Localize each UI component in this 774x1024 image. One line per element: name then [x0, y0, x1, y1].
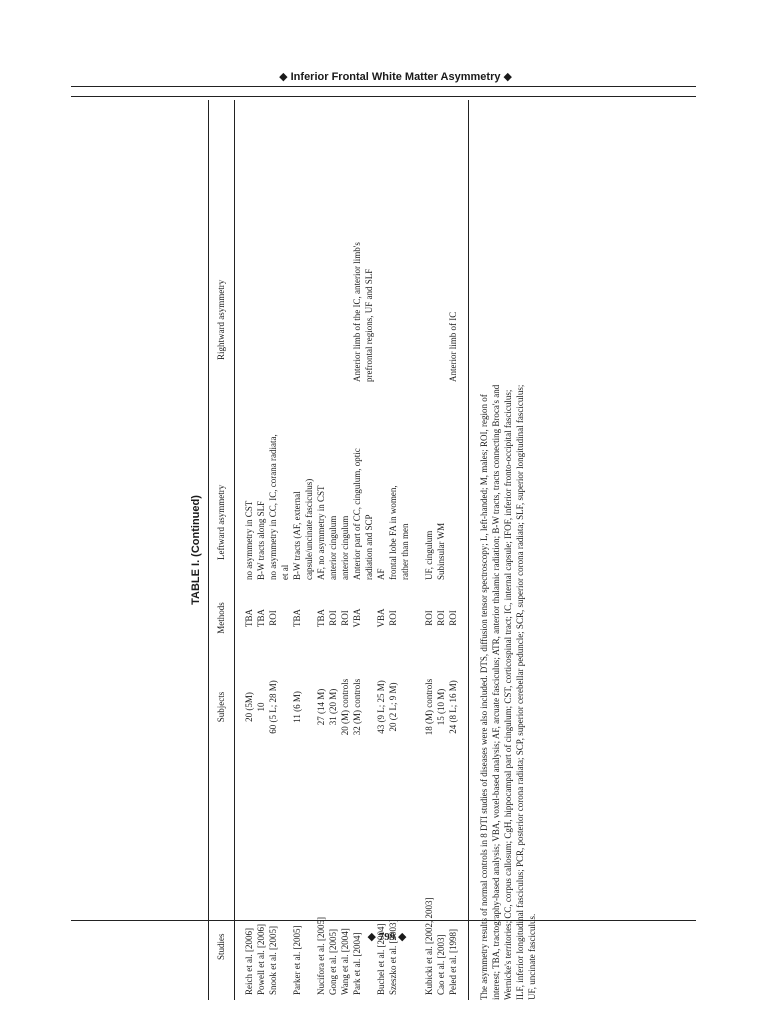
cell-subjects: 11 (6 M) [292, 691, 302, 723]
cell-subjects: 24 (8 L; 16 M) [448, 680, 458, 734]
table-header-rule [234, 100, 235, 1000]
header-rule [71, 86, 696, 87]
table-title: TABLE I. (Continued) [190, 495, 202, 605]
cell-method: ROI [424, 610, 434, 626]
cell-subjects: 20 (2 L; 9 M) [388, 682, 398, 732]
cell-study: Parker et al. [2005] [292, 925, 302, 995]
cell-subjects: 43 (9 L; 25 M) [376, 680, 386, 734]
cell-study: Peled et al. [1998] [448, 929, 458, 995]
footnote-line: ILF, inferior longitudinal fasciculus; PCR, posterior corona radiata; SCP, superior cerebellar peduncle; SCR, superior corona radiata; SLF, superior longitudinal fasciculus; [515, 384, 525, 1000]
cell-study: Powell et al. [2006] [256, 924, 266, 995]
cell-leftward: anterior cingulum [328, 515, 338, 580]
cell-leftward: anterior cingulum [340, 515, 350, 580]
header-methods: Methods [216, 602, 226, 634]
footnote-line: Wernicke's territories; CC, corpus callosum; CgH, hippocampal part of cingulum; CST, corticospinal tract; IC, internal capsule; IFOF, inferior fronto-occipital fasciculus; [503, 389, 513, 1000]
table-footnote [478, 100, 538, 1000]
cell-subjects: 15 (10 M) [436, 688, 446, 726]
cell-study: Cao et al. [2003] [436, 934, 446, 995]
cell-method: ROI [436, 610, 446, 626]
cell-subjects: 20 (M) controls [340, 678, 350, 736]
cell-leftward: no asymmetry in CC, IC, corana radiata, et al [268, 434, 290, 580]
cell-subjects: 32 (M) controls [352, 678, 362, 736]
cell-leftward: Anterior part of CC, cingulum, optic radiation and SCP [352, 448, 374, 580]
header-studies: Studies [216, 933, 226, 960]
cell-leftward: AF [376, 568, 386, 580]
cell-subjects: 31 (20 M) [328, 688, 338, 726]
cell-method: ROI [448, 610, 458, 626]
running-head: ◆ Inferior Frontal White Matter Asymmetry ◆ [279, 71, 512, 83]
cell-method: VBA [376, 608, 386, 628]
cell-subjects: 60 (5 L; 28 M) [268, 680, 278, 734]
cell-subjects: 18 (M) controls [424, 678, 434, 736]
cell-study: Snook et al. [2005] [268, 926, 278, 995]
cell-leftward: B-W tracts (AF, external capsule/uncinate fasciculus) [292, 478, 314, 580]
table-bottom-rule [468, 100, 469, 1000]
cell-method: TBA [292, 609, 302, 627]
cell-subjects: 10 [256, 702, 266, 712]
cell-study: Buchel et al. [2004] [376, 923, 386, 995]
table-top-rule [208, 100, 209, 1000]
header-leftward: Leftward asymmetry [216, 484, 226, 560]
cell-leftward: AF, no asymmetry in CST [316, 485, 326, 580]
header-rightward: Rightward asymmetry [216, 279, 226, 360]
footnote-line: UF, uncinate fasciculus. [527, 913, 537, 1000]
footnote-line: The asymmetry results of normal controls in 8 DTI studies of diseases were also included. DTS, diffusion tensor spectroscopy; L, left-handed; M, males; ROI, region of [479, 394, 489, 1000]
header-rule-thin [71, 96, 696, 97]
cell-study: Nucifora et al. [2005] [316, 917, 326, 995]
cell-study: Park et al. [2004] [352, 932, 362, 995]
cell-study: Wang et al. [2004] [340, 928, 350, 995]
cell-method: ROI [268, 610, 278, 626]
cell-method: VBA [352, 608, 362, 628]
cell-rightward: Anterior limb of IC [448, 311, 458, 382]
cell-leftward: Subinsular WM [436, 522, 446, 580]
cell-rightward: Anterior limb of the IC, anterior limb's prefrontal regions, UF and SLF [352, 242, 374, 382]
rotated-table [168, 100, 538, 1000]
page-number: ◆ 799 ◆ [367, 931, 407, 943]
cell-method: ROI [340, 610, 350, 626]
cell-method: ROI [388, 610, 398, 626]
footnote-line: interest; TBA, tractography-based analysis; VBA, voxel-based analysis; AF, arcuate fasciculus; ATR, anterior thalamic radiation; B-W tracts, tracts connecting Broca's and [491, 384, 501, 1000]
cell-method: TBA [316, 609, 326, 627]
cell-subjects: 20 (5M) [244, 692, 254, 722]
cell-leftward: B-W tracts along SLF [256, 500, 266, 580]
cell-subjects: 27 (14 M) [316, 688, 326, 726]
cell-method: ROI [328, 610, 338, 626]
cell-study: Gong et al. [2005] [328, 929, 338, 995]
header-subjects: Subjects [216, 691, 226, 723]
footer-rule [71, 920, 696, 921]
cell-method: TBA [244, 609, 254, 627]
cell-method: TBA [256, 609, 266, 627]
cell-leftward: no asymmetry in CST [244, 500, 254, 580]
cell-study: Reich et al. [2006] [244, 928, 254, 995]
cell-leftward: frontal lobe FA in women, rather than men [388, 485, 410, 580]
cell-study: Kubicki et al. [2002, 2003] [424, 897, 434, 995]
cell-leftward: UF, cingulum [424, 530, 434, 580]
cell-study: Szeszko et al. [2003] [388, 919, 398, 995]
